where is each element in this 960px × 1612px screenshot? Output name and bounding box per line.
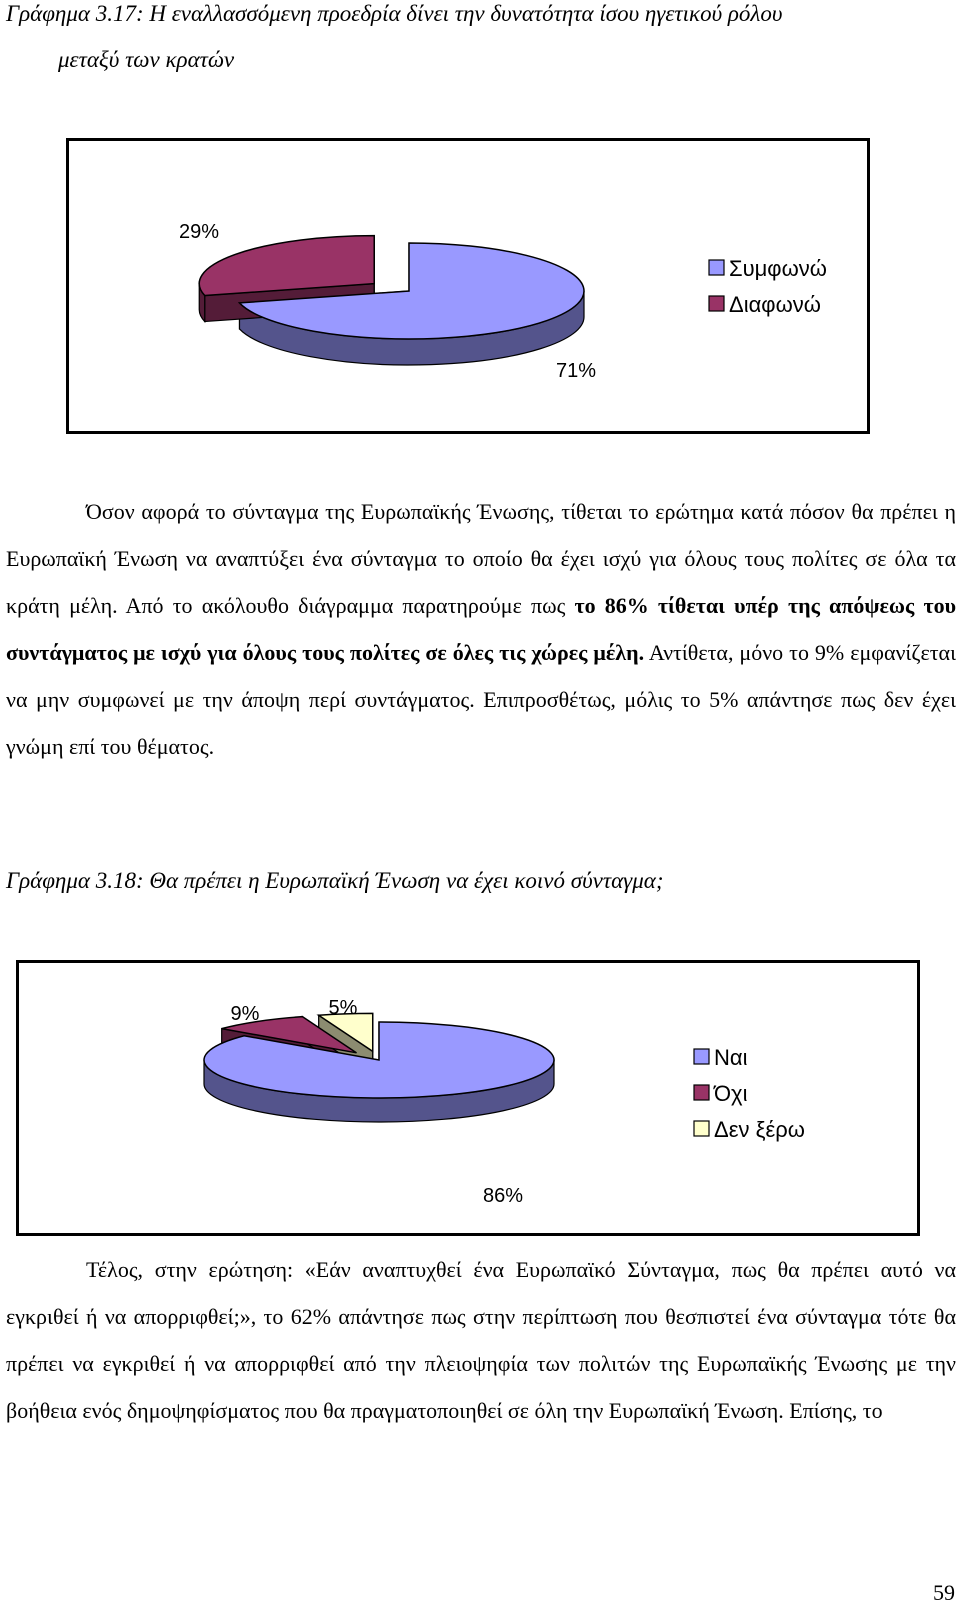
paragraph-constitution-bold: το 86% τίθεται υπέρ της απόψεως του συντάγματος με ισχύ για όλους τους πολίτες σε όλες τις χώρες μέλη. — [6, 593, 957, 665]
figure-17-caption-line-2: μεταξύ των κρατών — [58, 47, 235, 72]
pie-label-ναι: 86% — [482, 1185, 524, 1207]
legend-swatch-διαφωνώ — [709, 296, 724, 311]
figure-18-chart — [16, 960, 920, 1236]
legend-swatch-δεν-ξέρω — [694, 1121, 709, 1136]
legend-swatch-συμφωνώ — [709, 260, 724, 275]
legend-label-δεν-ξέρω: Δεν ξέρω — [714, 1117, 805, 1142]
legend-label-διαφωνώ: Διαφωνώ — [729, 292, 821, 317]
pie-label-όχι: 9% — [230, 1003, 260, 1025]
legend-label-όχι: Όχι — [714, 1081, 748, 1106]
figure-18-caption: Γράφημα 3.18: Θα πρέπει η Ευρωπαϊκή Ένωση να έχει κοινό σύνταγμα; — [6, 868, 664, 893]
paragraph-constitution-text-b: Αντίθετα, μόνο το 9% εμφανίζεται να μην συμφωνεί με την άποψη περί συντάγματος. Επιπροσθέτως, μόλις το 5% απάντησε πως δεν έχει γνώμη επί του θέματος. — [6, 640, 956, 759]
pie-label-συμφωνώ: 71% — [555, 360, 597, 382]
page-number: 59 — [933, 1580, 955, 1605]
paragraph-constitution-text-a: Όσον αφορά το σύνταγμα της Ευρωπαϊκής Ένωσης, τίθεται το ερώτημα κατά πόσον θα πρέπει η Ευρωπαϊκή Ένωση να αναπτύξει ένα σύνταγμα το οποίο θα έχει ισχύ για όλους τους πολίτες σε όλα τα κράτη μέλη. Από το ακόλουθο διάγραμμα παρατηρούμε πως — [6, 499, 956, 618]
legend-swatch-ναι — [694, 1049, 709, 1064]
pie-label-διαφωνώ: 29% — [178, 221, 220, 243]
paragraph-referendum — [6, 1246, 956, 1434]
pie-label-δεν-ξέρω: 5% — [328, 997, 358, 1019]
legend-swatch-όχι — [694, 1085, 709, 1100]
paragraph-referendum-text: Τέλος, στην ερώτηση: «Εάν αναπτυχθεί ένα Ευρωπαϊκό Σύνταγμα, πως θα πρέπει αυτό να εγκριθεί ή να απορριφθεί;», το 62% απάντησε πως στην περίπτωση που θεσπιστεί ένα σύνταγμα τότε θα πρέπει να εγκριθεί ή να απορριφθεί από την πλειοψηφία των πολιτών της Ευρωπαϊκής Ένωσης με την βοήθεια ενός δημοψηφίσματος που θα πραγματοποιηθεί σε όλη την Ευρωπαϊκή Ένωση. Επίσης, το — [6, 1257, 956, 1423]
figure-17-chart — [66, 138, 870, 434]
legend-label-συμφωνώ: Συμφωνώ — [729, 256, 827, 281]
paragraph-constitution — [6, 488, 956, 770]
figure-17-caption-line-1: Γράφημα 3.17: Η εναλλασσόμενη προεδρία δίνει την δυνατότητα ίσου ηγετικού ρόλου — [6, 1, 783, 26]
legend-label-ναι: Ναι — [714, 1045, 748, 1070]
